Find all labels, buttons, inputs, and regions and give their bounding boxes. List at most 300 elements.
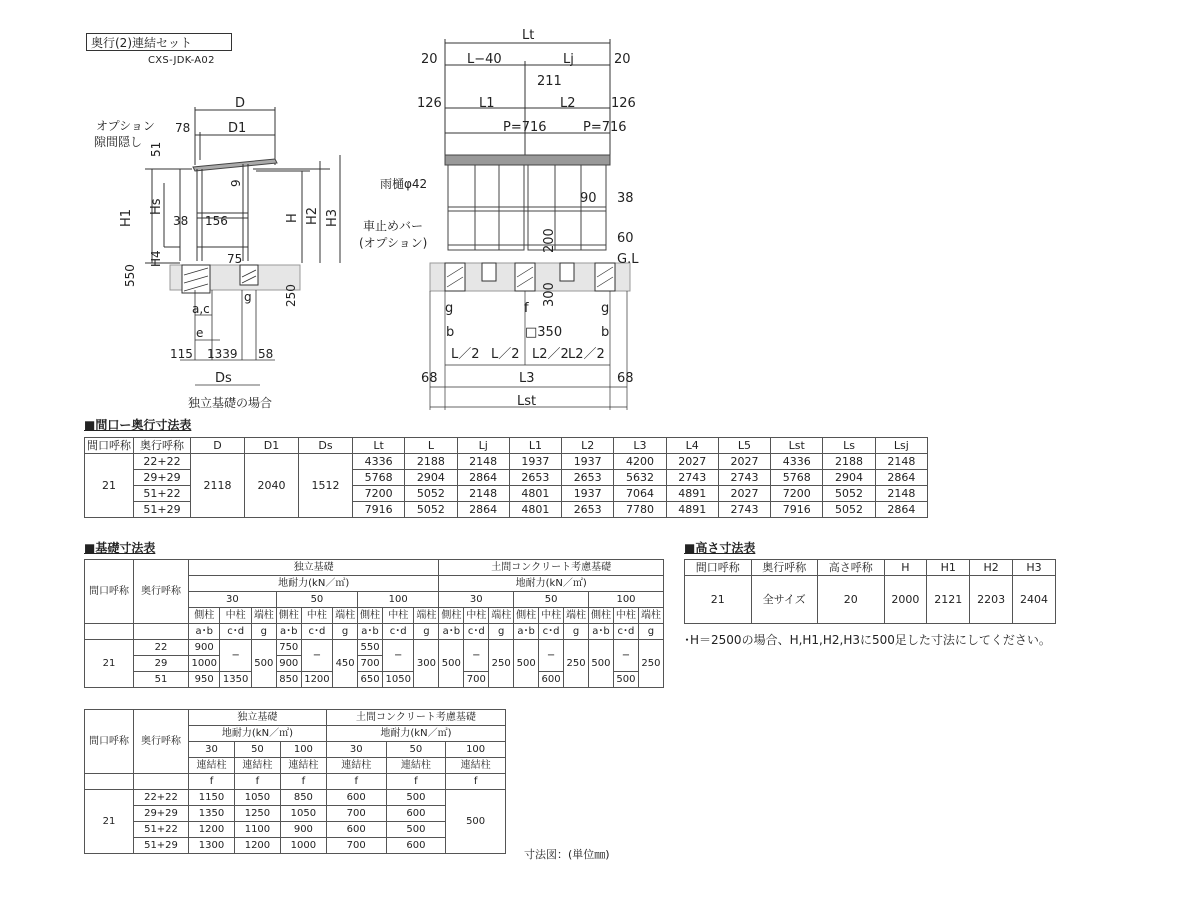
- dim-H2: H2: [305, 206, 320, 225]
- table-cell: 2743: [718, 502, 770, 518]
- table-cell: 7916: [353, 502, 405, 518]
- table-cell: 2904: [405, 470, 457, 486]
- table-cell: 2188: [823, 454, 875, 470]
- header-cell: Ls: [823, 438, 875, 454]
- table-cell: 22+22: [134, 790, 189, 806]
- table-cell: 650: [358, 672, 383, 688]
- header-cell: c･d: [539, 624, 564, 640]
- header-cell: 地耐力(kN／㎡): [189, 576, 439, 592]
- table-cell: 1350: [189, 806, 235, 822]
- table-cell: 7916: [771, 502, 823, 518]
- header-cell: L5: [718, 438, 770, 454]
- table-cell: 51+22: [134, 486, 191, 502]
- table-cell: 1150: [189, 790, 235, 806]
- header-cell: 中柱: [464, 608, 489, 624]
- dim-H3: H3: [325, 208, 340, 227]
- table-cell: 500: [514, 640, 539, 688]
- header-cell: Lsj: [875, 438, 927, 454]
- table-cell: 5052: [823, 502, 875, 518]
- dim-78: 78: [175, 121, 191, 135]
- table-cell: 1050: [280, 806, 326, 822]
- table-row: [85, 822, 506, 838]
- header-cell: f: [326, 774, 386, 790]
- dim-b-right: b: [601, 325, 610, 340]
- header-cell: 連結柱: [280, 758, 326, 774]
- header-cell: 50: [234, 742, 280, 758]
- table-cell: 2148: [875, 454, 927, 470]
- dim-38: 38: [173, 214, 189, 228]
- front-view-diagram: [359, 25, 655, 415]
- header-cell: 奥行呼称: [134, 438, 191, 454]
- d-cell: 2118: [191, 454, 245, 518]
- table-cell: 7064: [614, 486, 666, 502]
- car-stop-option-label: (オプション): [359, 236, 428, 250]
- table-cell: 2864: [875, 470, 927, 486]
- table-cell: 2000: [884, 576, 927, 624]
- dim-20-left: 20: [421, 52, 438, 67]
- dim-211: 211: [537, 74, 562, 89]
- dim-b-left: b: [446, 325, 455, 340]
- header-cell: 地耐力(kN／㎡): [439, 576, 664, 592]
- header-cell: f: [280, 774, 326, 790]
- table-row: [85, 454, 928, 470]
- header-cell: f: [189, 774, 235, 790]
- width-depth-table-title: ■間口ー奥行寸法表: [84, 418, 192, 432]
- header-cell: 端柱: [564, 608, 589, 624]
- width-depth-table: [84, 437, 928, 518]
- header-cell: L1: [509, 438, 561, 454]
- table-cell: 700: [358, 656, 383, 672]
- dim-51: 51: [149, 141, 163, 157]
- table-cell: 5768: [771, 470, 823, 486]
- header-cell: L: [405, 438, 457, 454]
- dim-square-350: □350: [525, 325, 563, 340]
- table-cell: 700: [326, 806, 386, 822]
- dim-L3: L3: [519, 371, 535, 386]
- table-cell: 4336: [353, 454, 405, 470]
- dim-58: 58: [258, 347, 274, 361]
- table-row: [85, 790, 506, 806]
- dim-D: D: [235, 96, 246, 111]
- table-cell: 2148: [457, 486, 509, 502]
- header-cell: g: [489, 624, 514, 640]
- table-cell: 4891: [666, 486, 718, 502]
- table-cell: 7200: [353, 486, 405, 502]
- dim-P-right: P=716: [583, 120, 627, 135]
- dim-L1: L1: [479, 96, 495, 111]
- header-cell: Lj: [457, 438, 509, 454]
- height-table-title: ■高さ寸法表: [684, 541, 756, 555]
- dim-Ds: Ds: [215, 371, 232, 386]
- header-cell: g: [638, 624, 663, 640]
- header-cell: a･b: [276, 624, 301, 640]
- header-cell: 100: [280, 742, 326, 758]
- car-stop-bar-label: 車止めバー: [363, 219, 424, 233]
- table-cell: 900: [280, 822, 326, 838]
- dim-L-40: L−40: [467, 52, 502, 67]
- table-cell: 1350: [220, 672, 251, 688]
- header-cell: L2: [562, 438, 614, 454]
- dim-g: g: [244, 290, 252, 304]
- header-cell: g: [333, 624, 358, 640]
- header-cell: c･d: [464, 624, 489, 640]
- gap-cover-label: 隙間隠し: [94, 135, 143, 149]
- header-cell: 側柱: [189, 608, 220, 624]
- header-cell: 端柱: [333, 608, 358, 624]
- dim-H1: H1: [119, 208, 134, 227]
- table-cell: 5052: [405, 486, 457, 502]
- header-cell: 独立基礎: [189, 560, 439, 576]
- header-cell: 側柱: [358, 608, 383, 624]
- table-cell: 2027: [718, 454, 770, 470]
- table-cell: 4801: [509, 502, 561, 518]
- dim-Lst: Lst: [517, 394, 537, 409]
- dim-g-right: g: [601, 301, 610, 316]
- header-cell: 端柱: [251, 608, 276, 624]
- table-cell: 2653: [562, 470, 614, 486]
- header-cell: 土間コンクリート考慮基礎: [326, 710, 505, 726]
- table-cell: −: [464, 640, 489, 672]
- header-cell: 奥行呼称: [134, 560, 189, 624]
- dim-Lj: Lj: [563, 52, 574, 67]
- header-cell: f: [446, 774, 506, 790]
- maguchi-cell: 21: [85, 454, 134, 518]
- header-cell: D1: [245, 438, 299, 454]
- table-cell: 2743: [666, 470, 718, 486]
- table-cell: 4801: [509, 486, 561, 502]
- header-cell: 側柱: [439, 608, 464, 624]
- table-cell: 4891: [666, 502, 718, 518]
- table-cell: 2148: [457, 454, 509, 470]
- height-table: [684, 559, 1056, 624]
- header-cell: 50: [386, 742, 446, 758]
- table-cell: 22: [134, 640, 189, 656]
- dim-L2: L2: [560, 96, 576, 111]
- table-cell: 900: [276, 656, 301, 672]
- table-cell: 1100: [234, 822, 280, 838]
- table-cell: 1200: [234, 838, 280, 854]
- table-cell: 500: [613, 672, 638, 688]
- dim-68-right: 68: [617, 371, 634, 386]
- header-cell: 30: [326, 742, 386, 758]
- header-cell: H: [884, 560, 927, 576]
- header-cell: 連結柱: [189, 758, 235, 774]
- header-cell: 中柱: [301, 608, 332, 624]
- foundation-table: [84, 559, 664, 688]
- table-cell: 950: [189, 672, 220, 688]
- dim-200: 200: [542, 228, 557, 253]
- maguchi-cell: 21: [85, 640, 134, 688]
- dim-126-right: 126: [611, 96, 636, 111]
- header-cell: H1: [927, 560, 970, 576]
- table-header-row: [85, 624, 664, 640]
- table-cell: 1050: [234, 790, 280, 806]
- header-cell: c･d: [613, 624, 638, 640]
- header-cell: 端柱: [638, 608, 663, 624]
- table-cell: 500: [446, 790, 506, 854]
- header-cell: 端柱: [414, 608, 439, 624]
- table-cell: 500: [386, 790, 446, 806]
- table-cell: 2027: [718, 486, 770, 502]
- table-cell: 20: [818, 576, 885, 624]
- header-cell: 連結柱: [326, 758, 386, 774]
- table-cell: −: [383, 640, 414, 672]
- header-cell: c･d: [220, 624, 251, 640]
- dim-126-left: 126: [417, 96, 442, 111]
- header-cell: c･d: [301, 624, 332, 640]
- table-cell: 2121: [927, 576, 970, 624]
- table-cell: 51: [134, 672, 189, 688]
- header-cell: f: [386, 774, 446, 790]
- dim-L2-half-2: L2／2: [568, 347, 605, 362]
- table-cell: 2148: [875, 486, 927, 502]
- dim-300: 300: [542, 282, 557, 307]
- dim-Hs: Hs: [149, 198, 164, 215]
- set-title: 奥行(2)連結セット: [86, 33, 232, 51]
- table-cell: 2027: [666, 454, 718, 470]
- dim-75: 75: [227, 252, 243, 266]
- table-cell: 1000: [280, 838, 326, 854]
- header-cell: L3: [614, 438, 666, 454]
- table-cell: 51+22: [134, 822, 189, 838]
- dim-20-right: 20: [614, 52, 631, 67]
- table-cell: 300: [414, 640, 439, 688]
- header-cell: 間口呼称: [85, 560, 134, 624]
- header-cell: 連結柱: [446, 758, 506, 774]
- table-cell: 250: [638, 640, 663, 688]
- header-cell: [134, 624, 189, 640]
- table-cell: 2188: [405, 454, 457, 470]
- table-cell: 1300: [189, 838, 235, 854]
- dim-L-half-1: L／2: [451, 347, 480, 362]
- header-cell: a･b: [514, 624, 539, 640]
- table-row: [85, 838, 506, 854]
- header-cell: 側柱: [276, 608, 301, 624]
- dim-115: 115: [170, 347, 193, 361]
- dim-L2-half-1: L2／2: [532, 347, 569, 362]
- header-cell: 奥行呼称: [134, 710, 189, 774]
- table-cell: 29: [134, 656, 189, 672]
- unit-note: 寸法図：(単位㎜): [524, 848, 610, 861]
- dim-9: 9: [229, 179, 243, 187]
- dim-250: 250: [284, 284, 298, 307]
- height-note: ･H＝2500の場合、H,H1,H2,H3に500足した寸法にしてください。: [684, 633, 1051, 647]
- table-cell: 7780: [614, 502, 666, 518]
- table-row: [85, 640, 664, 656]
- table-cell: 2203: [970, 576, 1013, 624]
- ds-cell: 1512: [299, 454, 353, 518]
- side-view-diagram: [80, 85, 340, 415]
- table-header-row: [85, 774, 506, 790]
- table-cell: 51+29: [134, 838, 189, 854]
- header-cell: a･b: [589, 624, 614, 640]
- table-header-row: [85, 438, 928, 454]
- header-cell: 間口呼称: [85, 438, 134, 454]
- dim-e: e: [196, 326, 204, 340]
- header-cell: [85, 624, 134, 640]
- header-cell: Ds: [299, 438, 353, 454]
- table-cell: 22+22: [134, 454, 191, 470]
- table-cell: 2864: [457, 470, 509, 486]
- table-cell: 2864: [457, 502, 509, 518]
- header-cell: H2: [970, 560, 1013, 576]
- header-cell: 50: [514, 592, 589, 608]
- header-cell: 奥行呼称: [751, 560, 818, 576]
- table-cell: 500: [251, 640, 276, 688]
- table-cell: −: [539, 640, 564, 672]
- dim-38: 38: [617, 191, 634, 206]
- d1-cell: 2040: [245, 454, 299, 518]
- header-cell: 中柱: [613, 608, 638, 624]
- table-row: [685, 576, 1056, 624]
- header-cell: 側柱: [589, 608, 614, 624]
- dim-P-left: P=716: [503, 120, 547, 135]
- table-cell: 450: [333, 640, 358, 688]
- table-cell: 1250: [234, 806, 280, 822]
- header-cell: 中柱: [220, 608, 251, 624]
- gutter-label: 雨樋φ42: [380, 177, 428, 191]
- table-cell: 1937: [509, 454, 561, 470]
- header-cell: c･d: [383, 624, 414, 640]
- table-cell: 4336: [771, 454, 823, 470]
- table-cell: 5052: [823, 486, 875, 502]
- dim-D1: D1: [228, 121, 247, 136]
- table-header-row: [85, 560, 664, 576]
- table-row: [85, 806, 506, 822]
- header-cell: 土間コンクリート考慮基礎: [439, 560, 664, 576]
- table-cell: 2404: [1013, 576, 1056, 624]
- table-cell: 600: [386, 838, 446, 854]
- header-cell: 中柱: [383, 608, 414, 624]
- table-cell: 29+29: [134, 806, 189, 822]
- header-cell: g: [414, 624, 439, 640]
- header-cell: g: [251, 624, 276, 640]
- table-cell: 500: [589, 640, 614, 688]
- header-cell: 50: [276, 592, 357, 608]
- table-cell: −: [613, 640, 638, 672]
- ground-level-label: G.L: [617, 252, 639, 267]
- header-cell: 端柱: [489, 608, 514, 624]
- table-cell: 850: [276, 672, 301, 688]
- table-cell: 2864: [875, 502, 927, 518]
- header-cell: a･b: [358, 624, 383, 640]
- table-cell: 700: [326, 838, 386, 854]
- table-cell: 500: [386, 822, 446, 838]
- dim-H: H: [285, 213, 300, 223]
- table-cell: 250: [564, 640, 589, 688]
- dim-Lt: Lt: [522, 28, 535, 43]
- table-cell: 1200: [301, 672, 332, 688]
- dim-ac: a,c: [192, 302, 210, 316]
- dim-H4: H4: [149, 250, 163, 267]
- model-code: CXS-JDK-A02: [148, 55, 215, 66]
- table-cell: 600: [326, 790, 386, 806]
- header-cell: Lst: [771, 438, 823, 454]
- table-cell: 2743: [718, 470, 770, 486]
- table-cell: −: [220, 640, 251, 672]
- maguchi-cell: 21: [85, 790, 134, 854]
- table-cell: 7200: [771, 486, 823, 502]
- header-cell: 間口呼称: [685, 560, 752, 576]
- table-cell: 850: [280, 790, 326, 806]
- header-cell: 中柱: [539, 608, 564, 624]
- header-cell: L4: [666, 438, 718, 454]
- table-cell: 500: [439, 640, 464, 688]
- table-cell: 250: [489, 640, 514, 688]
- header-cell: [134, 774, 189, 790]
- table-cell: 750: [276, 640, 301, 656]
- table-cell: 4200: [614, 454, 666, 470]
- independent-foundation-caption: 独立基礎の場合: [188, 396, 273, 410]
- dim-68-left: 68: [421, 371, 438, 386]
- table-cell: 1937: [562, 486, 614, 502]
- header-cell: 連結柱: [386, 758, 446, 774]
- header-cell: 100: [589, 592, 664, 608]
- table-cell: 全サイズ: [751, 576, 818, 624]
- table-cell: 2653: [509, 470, 561, 486]
- dim-1339: 1339: [207, 347, 238, 361]
- linked-post-foundation-table: [84, 709, 506, 854]
- header-cell: 100: [358, 592, 439, 608]
- table-cell: 550: [358, 640, 383, 656]
- dim-60: 60: [617, 231, 634, 246]
- header-cell: a･b: [189, 624, 220, 640]
- table-cell: 5632: [614, 470, 666, 486]
- table-cell: 29+29: [134, 470, 191, 486]
- header-cell: 高さ呼称: [818, 560, 885, 576]
- header-cell: a･b: [439, 624, 464, 640]
- table-cell: −: [301, 640, 332, 672]
- header-cell: 独立基礎: [189, 710, 327, 726]
- table-cell: 700: [464, 672, 489, 688]
- table-cell: 600: [386, 806, 446, 822]
- option-label: オプション: [96, 119, 155, 133]
- header-cell: 地耐力(kN／㎡): [189, 726, 327, 742]
- foundation-table-title: ■基礎寸法表: [84, 541, 156, 555]
- dim-156: 156: [205, 214, 228, 228]
- header-cell: 間口呼称: [85, 710, 134, 774]
- table-header-row: [85, 710, 506, 726]
- table-cell: 600: [539, 672, 564, 688]
- table-header-row: [685, 560, 1056, 576]
- header-cell: g: [564, 624, 589, 640]
- header-cell: 連結柱: [234, 758, 280, 774]
- dim-L-half-2: L／2: [491, 347, 520, 362]
- header-cell: f: [234, 774, 280, 790]
- table-cell: 1050: [383, 672, 414, 688]
- table-cell: 1937: [562, 454, 614, 470]
- table-cell: 2653: [562, 502, 614, 518]
- header-cell: 30: [189, 592, 277, 608]
- header-cell: 30: [439, 592, 514, 608]
- header-cell: 30: [189, 742, 235, 758]
- table-cell: 900: [189, 640, 220, 656]
- table-cell: 2904: [823, 470, 875, 486]
- header-cell: [85, 774, 134, 790]
- table-cell: 5768: [353, 470, 405, 486]
- table-cell: 5052: [405, 502, 457, 518]
- table-cell: 51+29: [134, 502, 191, 518]
- header-cell: 側柱: [514, 608, 539, 624]
- header-cell: 地耐力(kN／㎡): [326, 726, 505, 742]
- dim-550: 550: [123, 264, 137, 287]
- header-cell: 100: [446, 742, 506, 758]
- dim-g-left: g: [445, 301, 454, 316]
- dim-f: f: [524, 301, 529, 316]
- table-cell: 1200: [189, 822, 235, 838]
- dim-90: 90: [580, 191, 597, 206]
- table-cell: 1000: [189, 656, 220, 672]
